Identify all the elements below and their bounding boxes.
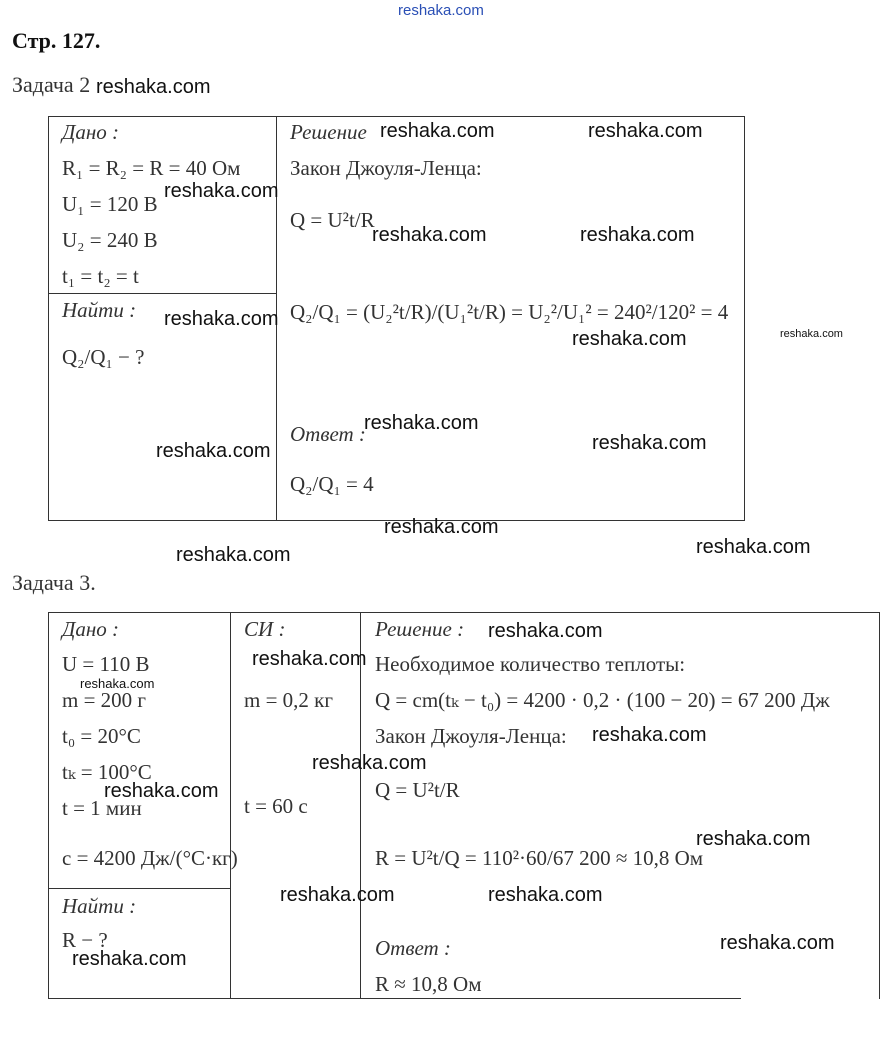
task3-given-c: c = 4200 Дж/(°C·кг) bbox=[62, 846, 238, 870]
task2-law: Закон Джоуля-Ленца: bbox=[290, 156, 482, 180]
watermark: reshaka.com bbox=[176, 544, 291, 566]
task3-si-t: t = 60 с bbox=[244, 794, 308, 818]
task3-heat-text: Необходимое количество теплоты: bbox=[375, 652, 686, 676]
task2-find: Q₂/Q₁ − ? bbox=[62, 345, 145, 369]
task2-title: Задача 2 bbox=[12, 72, 91, 97]
task2-given-u1: U₁ = 120 В bbox=[62, 192, 158, 216]
task2-find-label: Найти : bbox=[62, 298, 137, 322]
task3-solution-label: Решение : bbox=[375, 617, 465, 641]
task3-si-m: m = 0,2 кг bbox=[244, 688, 333, 712]
watermark: reshaka.com bbox=[80, 676, 155, 691]
task3-given-label: Дано : bbox=[62, 617, 120, 641]
task2-solution-label: Решение bbox=[290, 120, 367, 144]
task2-given-u2: U₂ = 240 В bbox=[62, 228, 158, 252]
task2-answer-label: Ответ : bbox=[290, 422, 366, 446]
watermark: reshaka.com bbox=[780, 328, 843, 340]
watermark: reshaka.com bbox=[380, 120, 495, 142]
task2-given-r: R₁ = R₂ = R = 40 Ом bbox=[62, 156, 241, 180]
task3-heat-formula: Q = cm(tₖ − t₀) = 4200 · 0,2 · (100 − 20) = 67 200 Дж bbox=[375, 688, 830, 712]
task3-given-u: U = 110 В bbox=[62, 652, 150, 676]
watermark-top: reshaka.com bbox=[398, 2, 484, 19]
task3-formula-r: R = U²t/Q = 110²·60/67 200 ≈ 10,8 Ом bbox=[375, 846, 704, 870]
task2-answer: Q₂/Q₁ = 4 bbox=[290, 472, 374, 496]
watermark: reshaka.com bbox=[164, 308, 279, 330]
task2-formula-ratio: Q₂/Q₁ = (U₂²t/R)/(U₁²t/R) = U₂²/U₁² = 240²/120² = 4 bbox=[290, 300, 729, 324]
task3-given-t: t = 1 мин bbox=[62, 796, 142, 820]
watermark: reshaka.com bbox=[372, 224, 487, 246]
watermark: reshaka.com bbox=[164, 180, 279, 202]
watermark: reshaka.com bbox=[280, 884, 395, 906]
watermark: reshaka.com bbox=[592, 432, 707, 454]
watermark: reshaka.com bbox=[488, 620, 603, 642]
watermark: reshaka.com bbox=[588, 120, 703, 142]
task3-formula-q: Q = U²t/R bbox=[375, 778, 460, 802]
watermark: reshaka.com bbox=[720, 932, 835, 954]
watermark: reshaka.com bbox=[696, 536, 811, 558]
watermark: reshaka.com bbox=[364, 412, 479, 434]
watermark: reshaka.com bbox=[252, 648, 367, 670]
page-label: Стр. 127. bbox=[12, 28, 101, 53]
watermark: reshaka.com bbox=[580, 224, 695, 246]
watermark: reshaka.com bbox=[384, 516, 499, 538]
watermark: reshaka.com bbox=[696, 828, 811, 850]
watermark: reshaka.com bbox=[488, 884, 603, 906]
watermark: reshaka.com bbox=[72, 948, 187, 970]
watermark: reshaka.com bbox=[104, 780, 219, 802]
task3-law: Закон Джоуля-Ленца: bbox=[375, 724, 567, 748]
task3-answer-label: Ответ : bbox=[375, 936, 451, 960]
task3-given-tk: tₖ = 100°C bbox=[62, 760, 152, 784]
task2-formula-q: Q = U²t/R bbox=[290, 208, 375, 232]
watermark: reshaka.com bbox=[96, 76, 211, 98]
task3-si-label: СИ : bbox=[244, 617, 286, 641]
watermark: reshaka.com bbox=[156, 440, 271, 462]
task3-find: R − ? bbox=[62, 928, 108, 952]
watermark: reshaka.com bbox=[592, 724, 707, 746]
task2-given-t: t₁ = t₂ = t bbox=[62, 264, 139, 288]
task3-answer: R ≈ 10,8 Ом bbox=[375, 972, 482, 996]
task3-find-label: Найти : bbox=[62, 894, 137, 918]
watermark: reshaka.com bbox=[312, 752, 427, 774]
task3-title: Задача 3. bbox=[12, 570, 96, 595]
task3-given-t0: t₀ = 20°C bbox=[62, 724, 141, 748]
task3-given-m: m = 200 г bbox=[62, 688, 147, 712]
task2-given-label: Дано : bbox=[62, 120, 120, 144]
watermark: reshaka.com bbox=[572, 328, 687, 350]
